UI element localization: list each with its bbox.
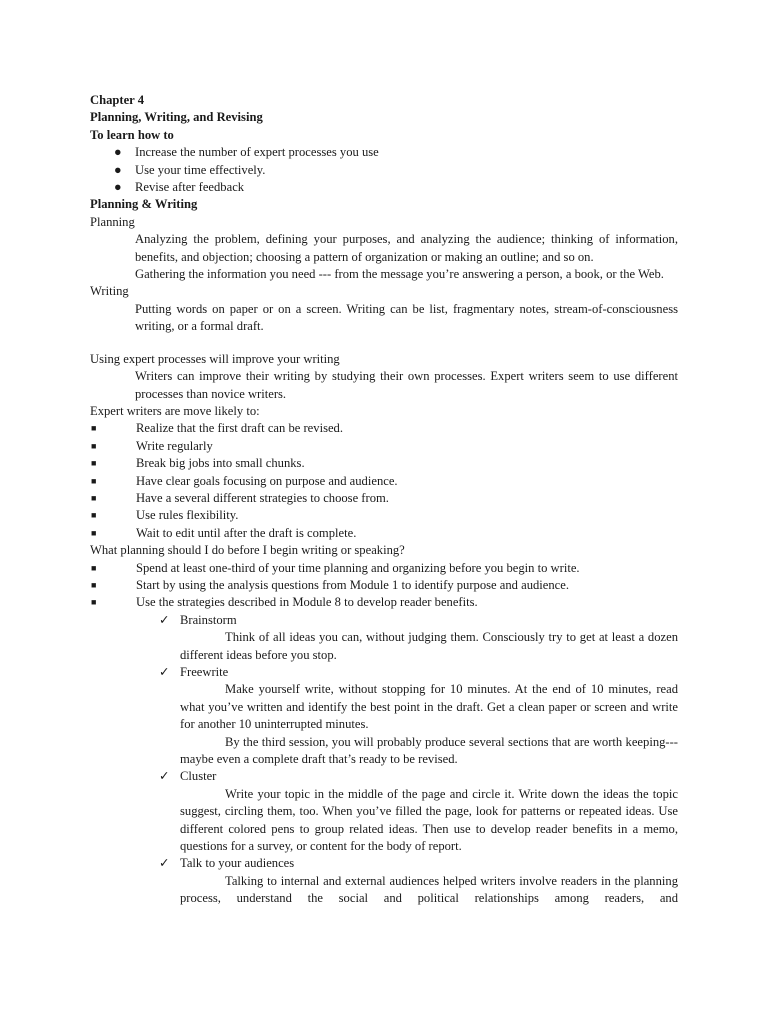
bullet-icon: ● xyxy=(114,180,122,195)
planning-label: Planning xyxy=(90,214,135,229)
square-bullet-icon: ■ xyxy=(91,579,97,590)
checkmark-icon: ✓ xyxy=(159,612,170,627)
spacer xyxy=(90,336,678,351)
strategy-paragraph: Make yourself write, without stopping for 10 minutes. At the end of 10 minutes, read what you’ve written and identify the best point in the draft. Get a clean paper or screen and write for another 10 uninterrupted minutes. xyxy=(180,682,678,732)
list-item: ■ Wait to edit until after the draft is complete. xyxy=(90,525,678,542)
checkmark-icon: ✓ xyxy=(159,769,170,784)
strategy-heading: ✓ Brainstorm xyxy=(90,612,678,629)
strategy-item xyxy=(90,664,678,768)
strategy-heading: ✓ Talk to your audiences xyxy=(90,855,678,872)
strategy-paragraph: By the third session, you will probably produce several sections that are worth keeping---maybe even a complete draft that’s ready to be revised. xyxy=(180,734,678,767)
section-heading: Planning & Writing xyxy=(90,197,198,212)
planning-paragraph: Gathering the information you need --- from the message you’re answering a person, a book, or the Web. xyxy=(135,267,664,282)
list-item: ■ Use the strategies described in Module 8 to develop reader benefits. xyxy=(90,594,678,611)
square-bullet-icon: ■ xyxy=(91,510,97,521)
list-item: ■ Have a several different strategies to choose from. xyxy=(90,490,678,507)
bullet-icon: ● xyxy=(114,145,122,160)
strategy-item xyxy=(90,855,678,907)
list-item: ■ Break big jobs into small chunks. xyxy=(90,455,678,472)
square-bullet-icon: ■ xyxy=(91,458,97,469)
strategy-item xyxy=(90,612,678,664)
strategy-heading: ✓ Freewrite xyxy=(90,664,678,681)
list-item: ■ Spend at least one-third of your time planning and organizing before you begin to write. xyxy=(90,560,678,577)
list-item: ● Increase the number of expert processes you use xyxy=(90,144,678,161)
planning-list xyxy=(90,560,678,612)
learn-list xyxy=(90,144,678,196)
square-bullet-icon: ■ xyxy=(91,527,97,538)
planning-paragraph: Analyzing the problem, defining your purposes, and analyzing the audience; thinking of information, benefits, and objection; choosing a pattern of organization or making an outline; and so on. xyxy=(135,232,678,264)
strategy-list xyxy=(90,612,678,908)
square-bullet-icon: ■ xyxy=(91,475,97,486)
list-item: ■ Write regularly xyxy=(90,438,678,455)
likely-heading: Expert writers are move likely to: xyxy=(90,403,260,418)
strategy-heading: ✓ Cluster xyxy=(90,768,678,785)
square-bullet-icon: ■ xyxy=(91,562,97,573)
expert-heading: Using expert processes will improve your writing xyxy=(90,351,340,366)
square-bullet-icon: ■ xyxy=(91,423,97,434)
square-bullet-icon: ■ xyxy=(91,492,97,503)
strategy-paragraph: Think of all ideas you can, without judging them. Consciously try to get at least a dozen different ideas before you stop. xyxy=(180,630,678,662)
strategy-paragraph: Talking to internal and external audiences helped writers involve readers in the planning process, understand the social and political relationships among readers, and xyxy=(180,873,678,906)
list-item: ● Revise after feedback xyxy=(90,179,678,196)
strategy-item xyxy=(90,768,678,855)
list-item: ■ Use rules flexibility. xyxy=(90,507,678,524)
writing-paragraph: Putting words on paper or on a screen. Writing can be list, fragmentary notes, stream-of-consciousness writing, or a formal draft. xyxy=(135,301,678,334)
document-page xyxy=(90,92,678,908)
chapter-label: Chapter 4 xyxy=(90,93,144,107)
learn-heading: To learn how to xyxy=(90,127,174,142)
chapter-title: Planning, Writing, and Revising xyxy=(90,110,263,125)
likely-list xyxy=(90,420,678,542)
square-bullet-icon: ■ xyxy=(91,440,97,451)
expert-paragraph: Writers can improve their writing by studying their own processes. Expert writers seem to use different processes than novice writers. xyxy=(135,369,678,401)
strategy-paragraph: Write your topic in the middle of the page and circle it. Write down the ideas the topic suggest, circling them, too. When you’ve filled the page, look for patterns or repeated ideas. Use different colored pens to group related ideas. Then use to develop reader benefits in a memo, questions for a survey, or content for the body of report. xyxy=(180,786,678,854)
writing-label: Writing xyxy=(90,284,129,299)
list-item: ■ Have clear goals focusing on purpose and audience. xyxy=(90,473,678,490)
list-item: ● Use your time effectively. xyxy=(90,162,678,179)
square-bullet-icon: ■ xyxy=(91,597,97,608)
checkmark-icon: ✓ xyxy=(159,665,170,679)
checkmark-icon: ✓ xyxy=(159,856,170,871)
list-item: ■ Realize that the first draft can be revised. xyxy=(90,420,678,437)
planning-question: What planning should I do before I begin writing or speaking? xyxy=(90,543,405,558)
list-item: ■ Start by using the analysis questions from Module 1 to identify purpose and audience. xyxy=(90,577,678,594)
bullet-icon: ● xyxy=(114,162,122,177)
